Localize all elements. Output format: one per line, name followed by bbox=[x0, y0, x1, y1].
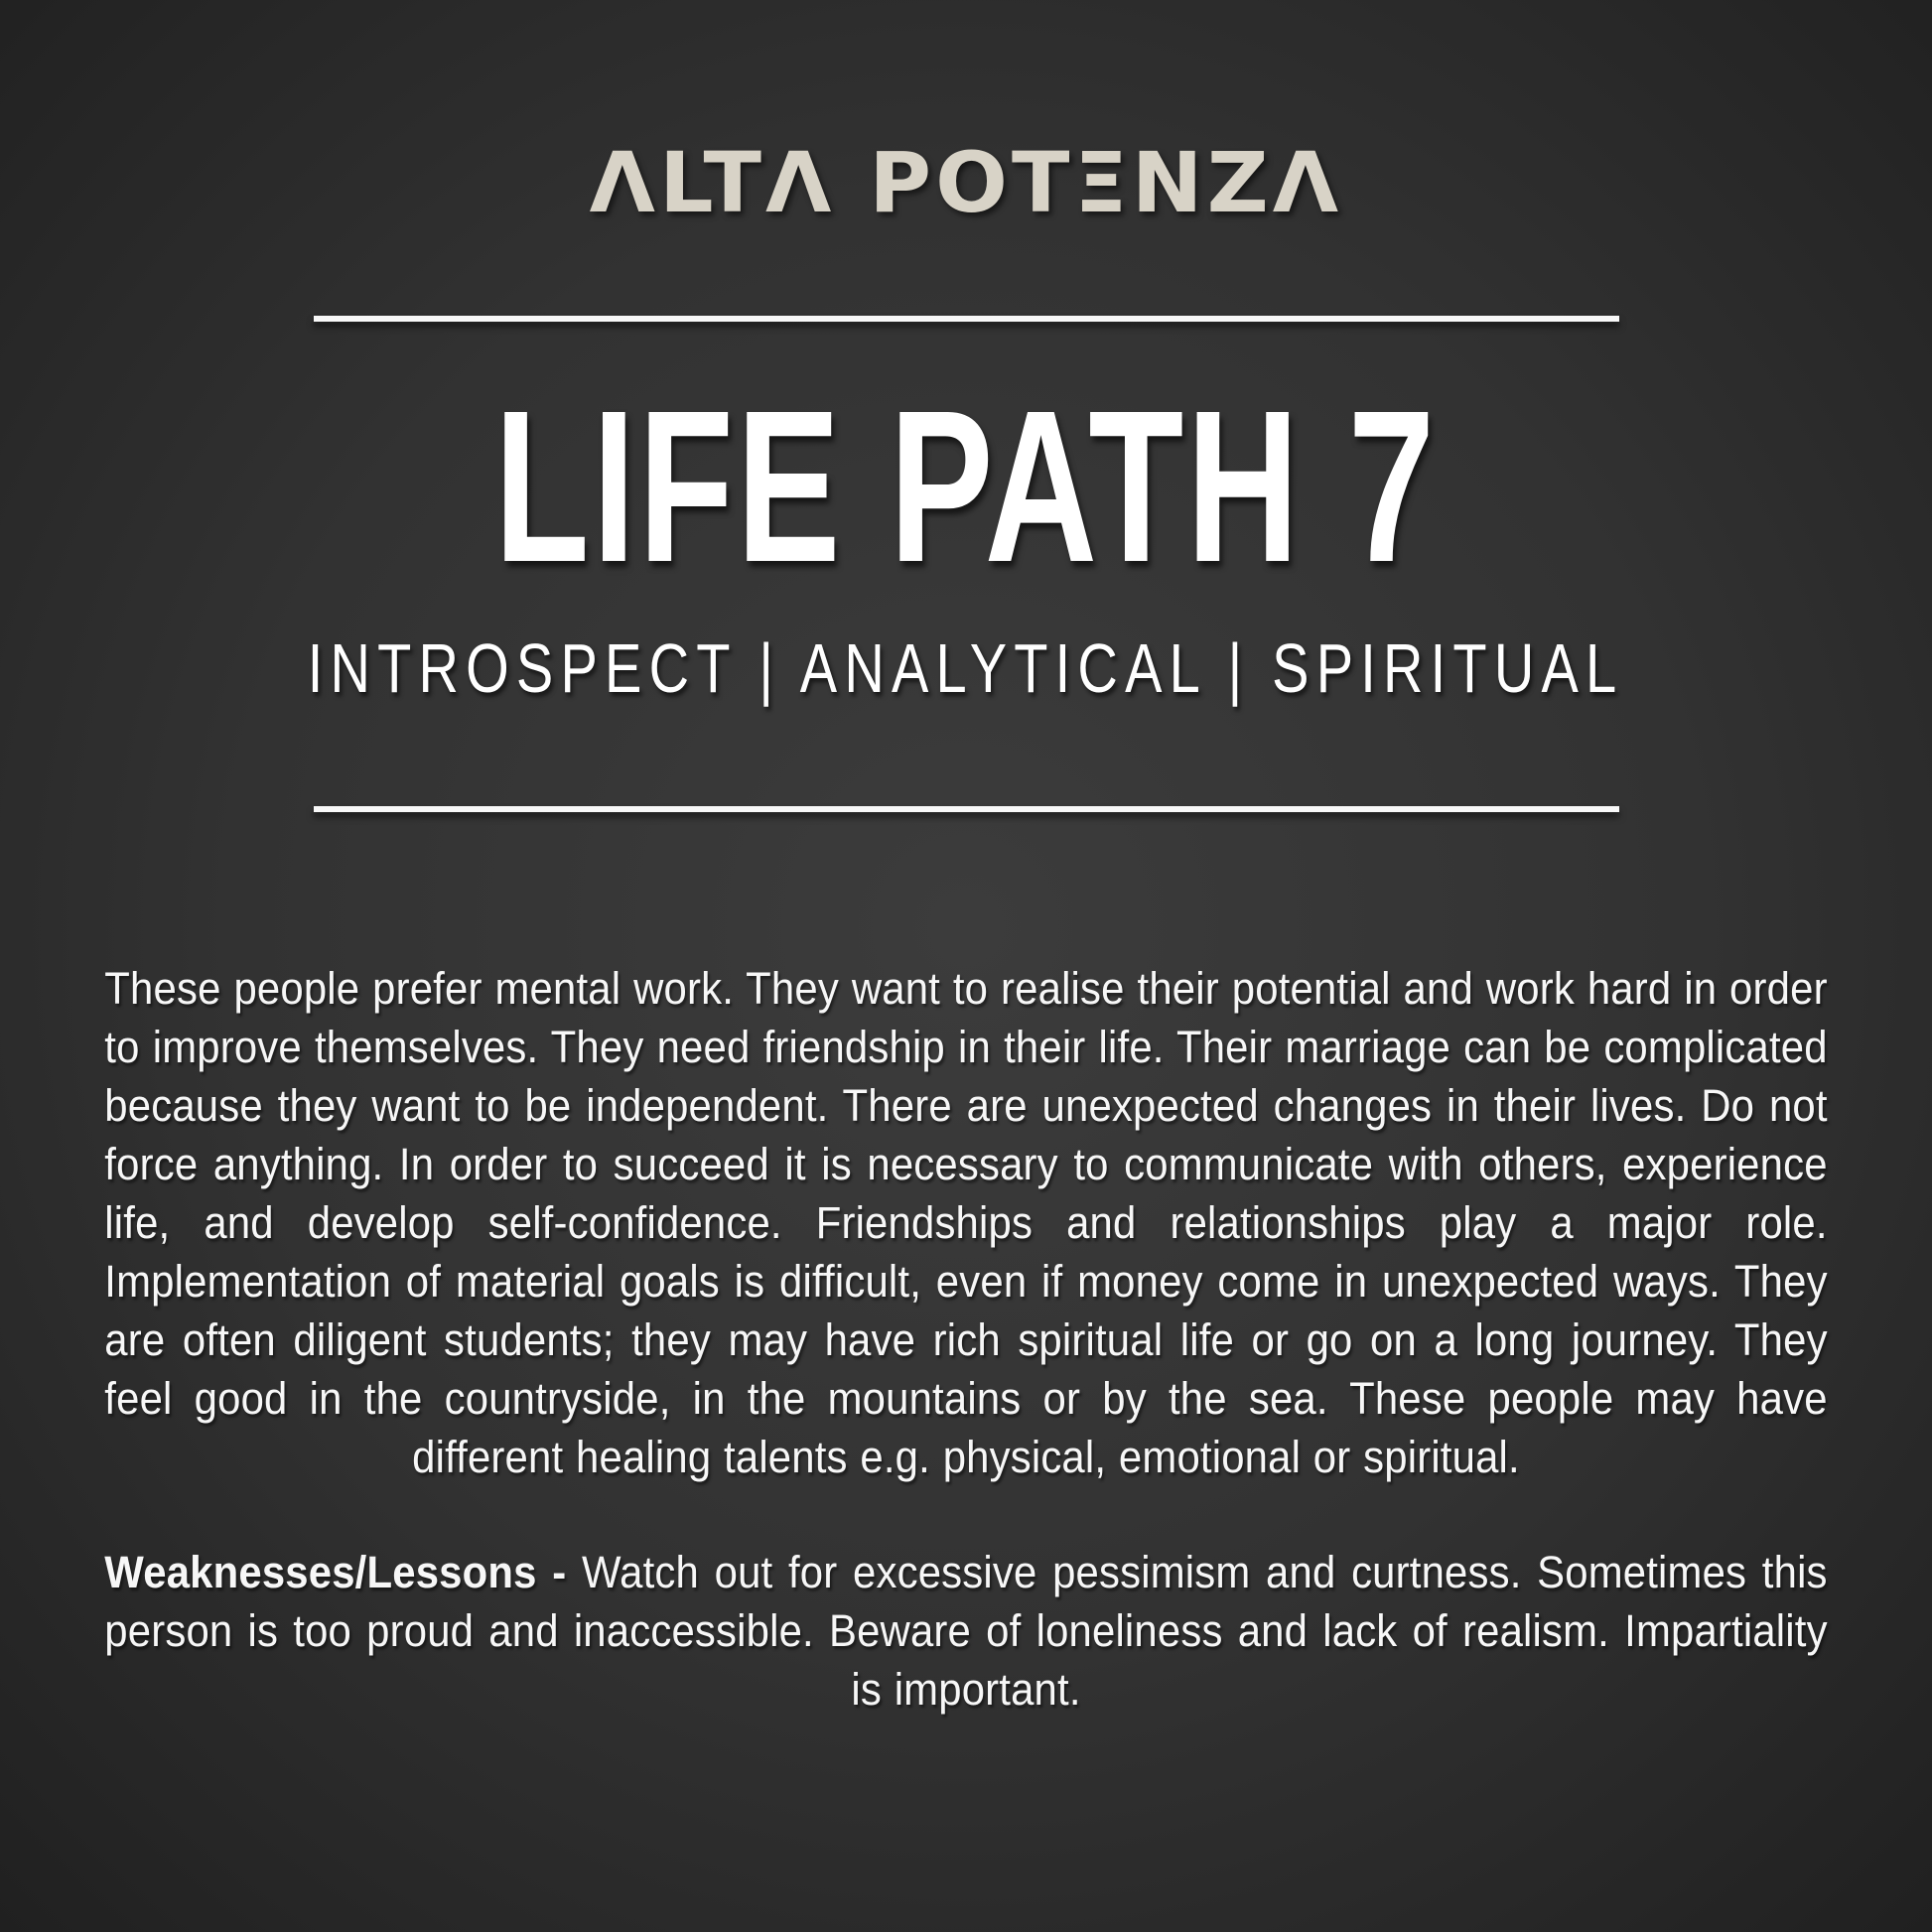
page-subtitle: INTROSPECT | ANALYTICAL | SPIRITUAL bbox=[308, 629, 1624, 707]
bottom-divider-line bbox=[314, 806, 1619, 812]
weaknesses-paragraph bbox=[104, 1543, 1827, 1719]
title-row bbox=[311, 366, 1621, 608]
subtitle-row bbox=[143, 629, 1788, 707]
weaknesses-text: Watch out for excessive pessimism and curtness. Sometimes this person is too proud and inaccessible. Beware of loneliness and lack of realism. Impartiality is important. bbox=[104, 1547, 1828, 1715]
top-divider-line bbox=[314, 316, 1619, 322]
page-title: LIFE PATH 7 bbox=[493, 366, 1439, 608]
content-area bbox=[104, 959, 1827, 1719]
brand-logo: ΛLTΛ POTΞNZΛ bbox=[589, 134, 1343, 231]
weaknesses-label: Weaknesses/Lessons - bbox=[104, 1547, 582, 1597]
description-paragraph: These people prefer mental work. They want to realise their potential and work hard in order to improve themselves. They need friendship in their life. Their marriage can be complicated because they want to be independent. There are unexpected changes in their lives. Do not force anything. In order to succeed it is necessary to communicate with others, experience life, and develop self-confidence. Friendships and relationships play a major role. Implementation of material goals is difficult, even if money come in unexpected ways. They are often diligent students; they may have rich spiritual life or go on a long journey. They feel good in the countryside, in the mountains or by the sea. These people may have different healing talents e.g. physical, emotional or spiritual. bbox=[104, 963, 1828, 1482]
